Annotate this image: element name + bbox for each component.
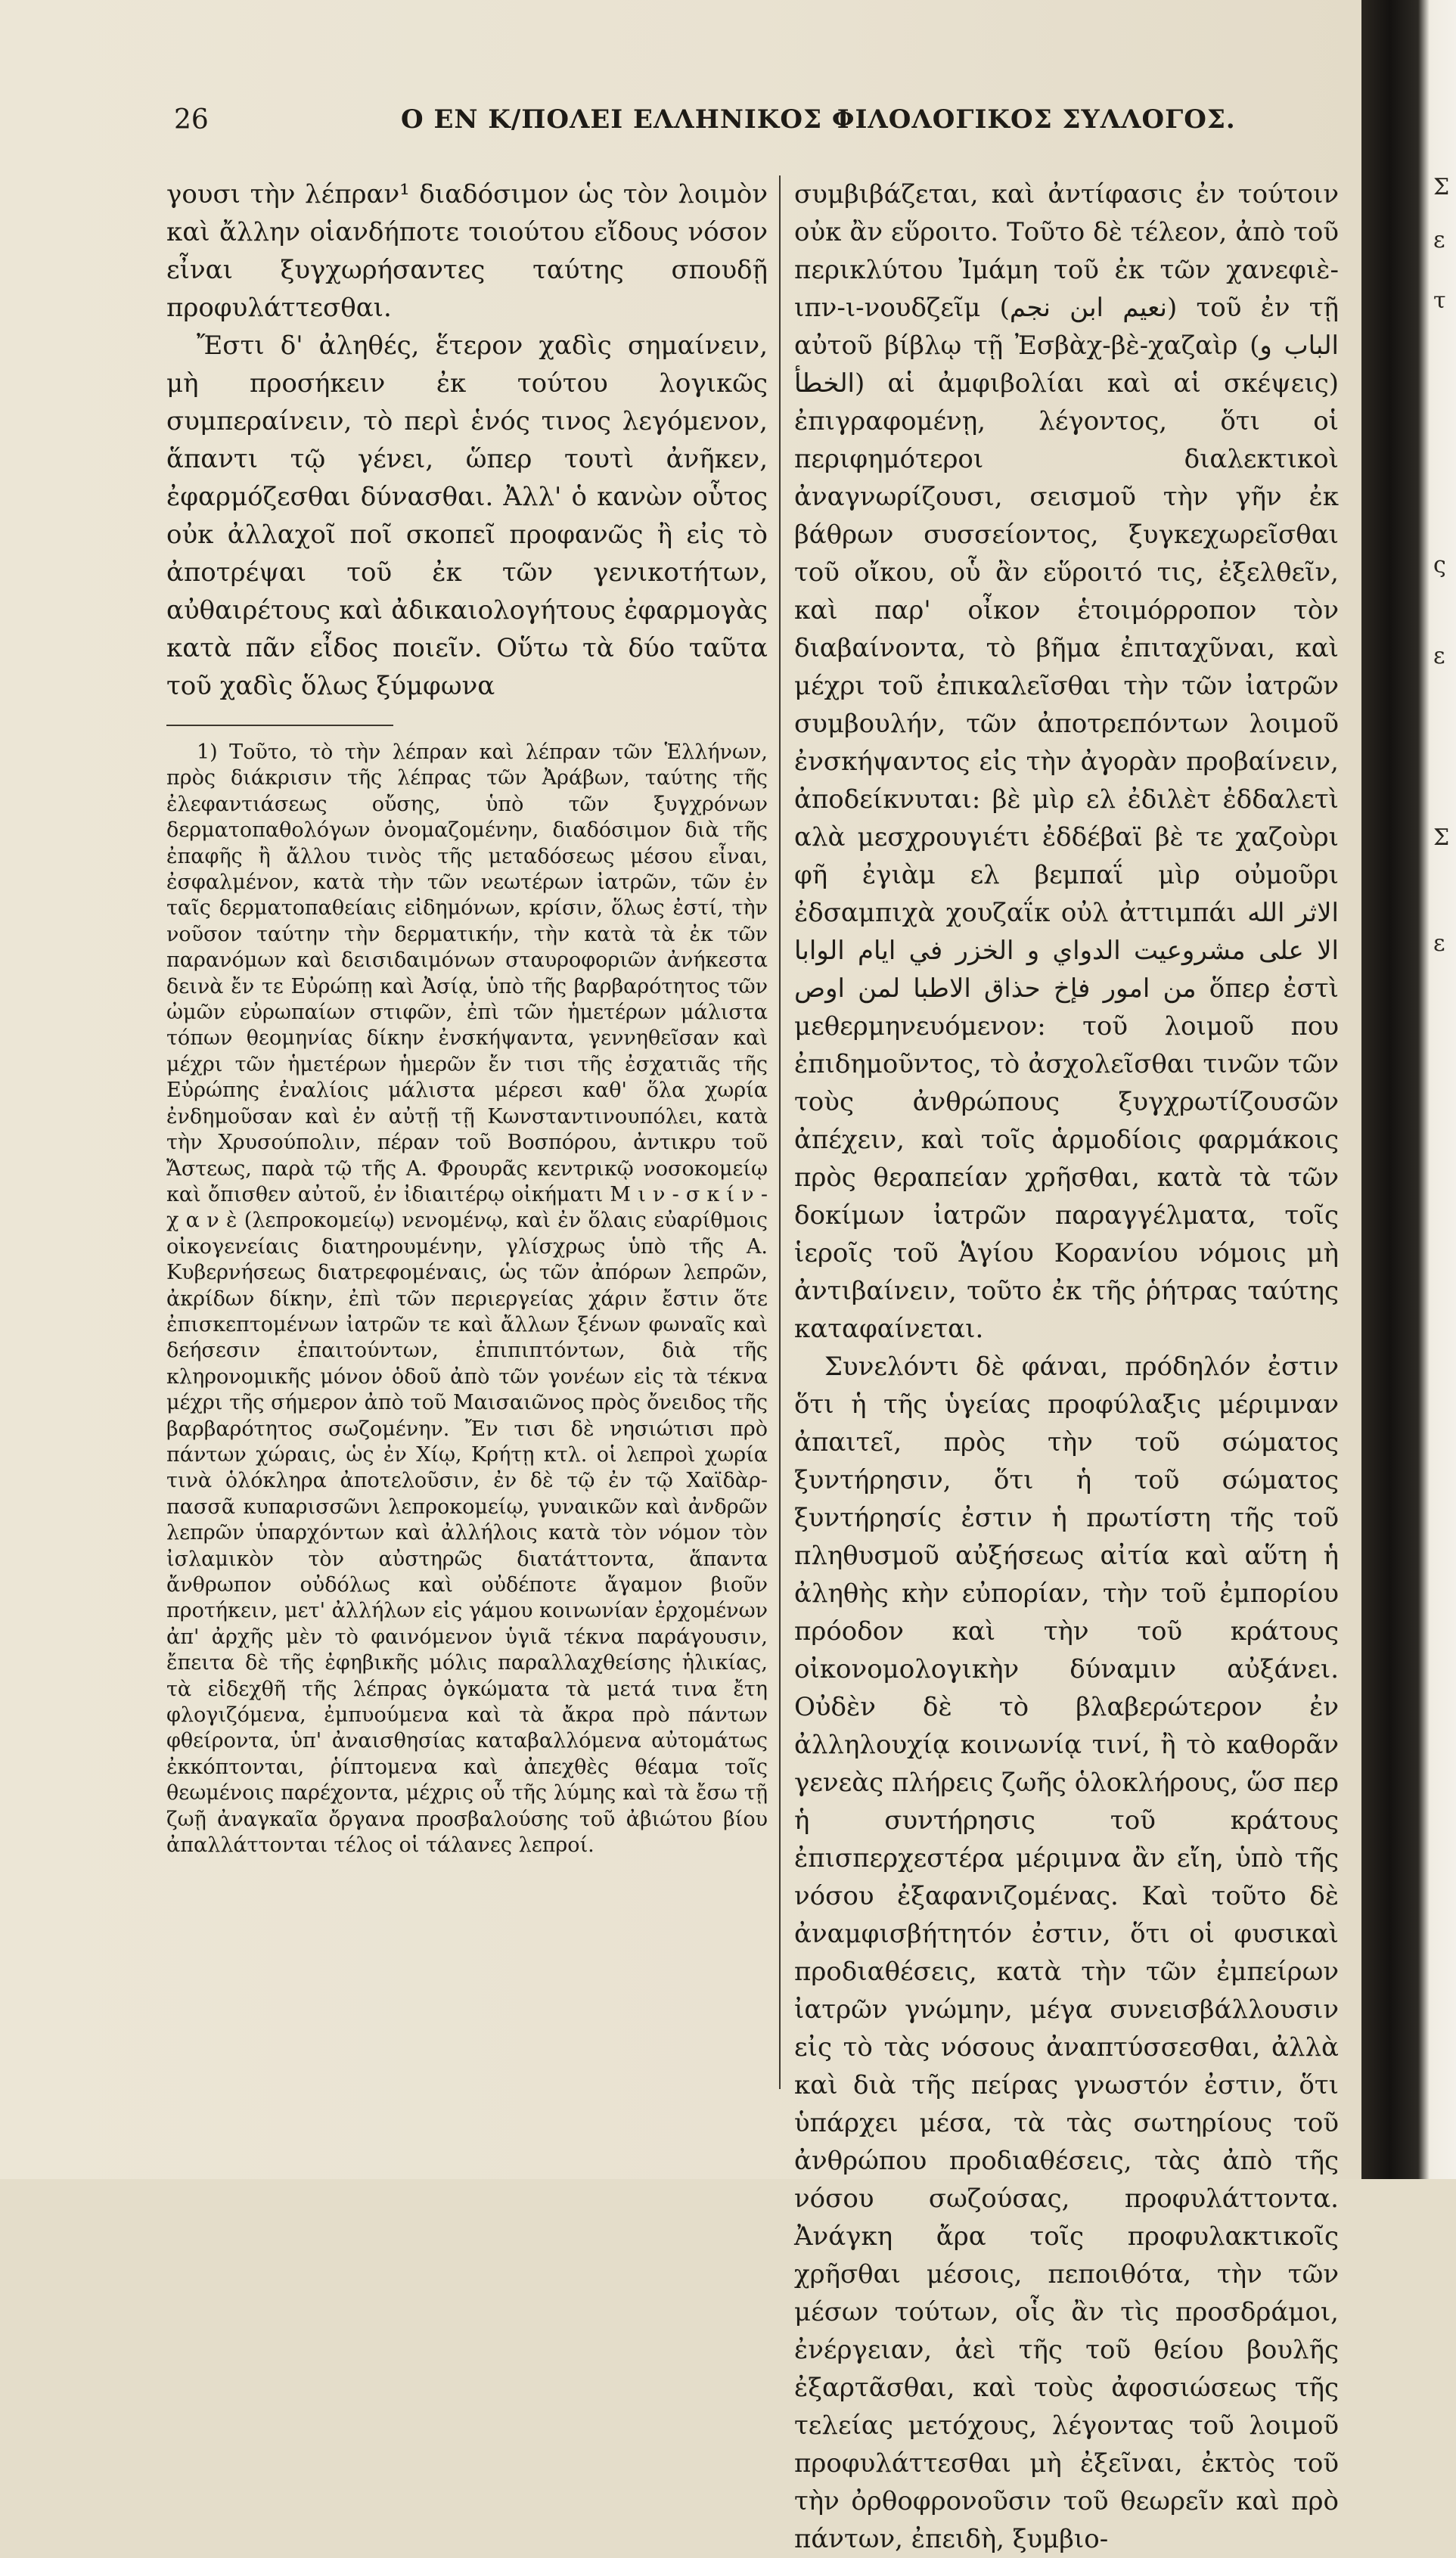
left-paragraph-1: γουσι τὴν λέπραν¹ διαδόσιμον ὡς τὸν λοιμὸν καὶ ἄλλην οἱανδήποτε τοιούτου εἴδους νόσον εἶναι ξυγχωρήσαντες ταύτης σπουδῇ προφυλάττεσθαι. bbox=[166, 179, 768, 323]
footnote-rule bbox=[166, 725, 393, 726]
running-title: Ο ΕΝ Κ/ΠΟΛΕΙ ΕΛΛΗΝΙΚΟΣ ΦΙΛΟΛΟΓΙΚΟΣ ΣΥΛΛΟΓΟΣ. bbox=[401, 104, 1236, 135]
footnote: 1) Τοῦτο, τὸ τὴν λέπραν καὶ λέπραν τῶν Ἑλλήνων, πρὸς διάκρισιν τῆς λέπρας τῶν Ἀράβων, ταύτης τῆς ἐλεφαντιάσεως οὔσης, ὑπὸ τῶν ξυγχρόνων δερματοπαθολόγων ὀνομαζομένην, διαδόσιμον διὰ τῆς ἐπαφῆς ἢ ἄλλου τινὸς τῆς μεταδόσεως μέσου εἶναι, ἐσφαλμένον, κατὰ τὴν τῶν νεωτέρων ἰατρῶν, τῶν ἐν ταῖς δερματοπαθείαις εἰδημόνων, κρίσιν, ὅλως ἐστί, τὴν νοῦσον ταύτην τὴν δερματικήν, τὴν κατὰ τὰ ἐκ τῶν παρανόμων καὶ δεισιδαιμόνων σταυροφοριῶν ἀνήκεστα δεινὰ ἔν τε Εὐρώπῃ καὶ Ἀσίᾳ, ὑπὸ τῆς βαρβαρότητος τῶν ὠμῶν εὐρωπαίων στιφῶν, ἐπὶ τῶν ἡμετέρων μάλιστα τόπων θεομηνίας δίκην ἐνσκήψαντα, γεννηθεῖσαν καὶ μέχρι τῶν ἡμετέρων ἡμερῶν ἔν τισι τῆς ἐσχατιᾶς τῆς Εὐρώπης ἐναλίοις μάλιστα μέρεσι καθ' ὅλα χωρία ἐνδημοῦσαν καὶ ἐν αὐτῇ τῇ Κωνσταντινουπόλει, κατὰ τὴν Χρυσούπολιν, πέραν τοῦ Βοσπόρου, ἀντικρυ τοῦ Ἄστεως, παρὰ τῷ τῆς Α. Φρουρᾶς κεντρικῷ νοσοκομείῳ καὶ ὄπισθεν αὐτοῦ, ἐν ἰδιαιτέρῳ οἰκήματι Μ ι ν - σ κ ί ν - χ α ν ὲ (λεπροκομείῳ) νενομένῳ, καὶ ἐν ὅλαις εὐαρίθμοις οἰκογενείαις διατηρουμένην, γλίσχρως ὑπὸ τῆς Α. Κυβερνήσεως διατρεφομέναις, ὡς τῶν ἀπόρων λεπρῶν, ἀκρίδων δίκην, ἐπὶ τῶν περιεργείας χάριν ἔστιν ὅτε ἐπισκεπτομένων ἰατρῶν τε καὶ ἄλλων ξένων φωναῖς καὶ δεήσεσιν ἐπαιτούντων, ἐπιπιπτόντων, διὰ τῆς κληρονομικῆς μόνον ὁδοῦ ἀπὸ τῶν γονέων εἰς τὰ τέκνα μέχρι τῆς σήμερον ἀπὸ τοῦ Μαισαιῶνος πρὸς ὄνειδος τῆς βαρβαρότητος σωζομένην. Ἔν τισι δὲ νησιώτισι πρὸ πάντων χώραις, ὡς ἐν Χίῳ, Κρήτῃ κτλ. οἱ λεπροὶ χωρία τινὰ ὁλόκληρα ἀποτελοῦσιν, ἐν δὲ τῷ ἐν τῷ Χαϊδὰρ-πασσᾶ κυπαρισσῶνι λεπροκομείῳ, γυναικῶν καὶ ἀνδρῶν λεπρῶν ὑπαρχόντων καὶ ἀλλήλοις κατὰ τὸν νόμον τὸν ἰσλαμικὸν τὸν αὐστηρῶς διατάττοντα, ἅπαντα ἄνθρωπον οὐδόλως καὶ οὐδέποτε ἄγαμον βιοῦν προτήκειν, μετ' ἀλλήλων εἰς γάμου κοινωνίαν ἐρχομένων ἀπ' ἀρχῆς μὲν τὸ φαινόμενον ὑγιᾶ τέκνα παράγουσιν, ἔπειτα δὲ τῆς ἐφηβικῆς μόλις παραλλαχθείσης ἡλικίας, τὰ εἰδεχθῆ τῆς λέπρας ὀγκώματα τὰ μετά τινα ἔτη φλογιζόμενα, ἐμπυούμενα καὶ τὰ ἄκρα πρὸ πάντων φθείροντα, ὑπ' ἀναισθησίας καταβαλλόμενα αὐτομάτως ἐκκόπτονται, ῥίπτομενα καὶ ἀπεχθὲς θέαμα τοῖς θεωμένοις παρέχοντα, μέχρις οὗ τῆς λύμης καὶ τὰ ἔσω τῇ ζωῇ ἀναγκαῖα ὄργανα προσβαλούσης τοῦ ἀβιώτου βίου ἀπαλλάττονται τέλος οἱ τάλανες λεπροί. bbox=[166, 740, 768, 1858]
facing-page-edge bbox=[1433, 174, 1456, 1006]
facing-page-char: τ bbox=[1433, 287, 1446, 314]
page-number: 26 bbox=[174, 104, 209, 135]
right-paragraph-2: Συνελόντι δὲ φάναι, πρόδηλόν ἐστιν ὅτι ἡ τῆς ὑγείας προφύλαξις μέριμναν ἀπαιτεῖ, πρὸς τὴν τοῦ σώματος ξυντήρησιν, ὅτι ἡ τοῦ σώματος ξυντήρησίς ἐστιν ἡ πρωτίστη τῆς τοῦ πληθυσμοῦ αὐξήσεως αἰτία καὶ αὕτη ἡ ἀληθὴς κὴν εὐπορίαν, τὴν τοῦ ἐμπορίου πρόοδον καὶ τὴν τοῦ κράτους οἰκονομολογικὴν δύναμιν αὐξάνει. Οὐδὲν δὲ τὸ βλαβερώτερον ἐν ἀλληλουχίᾳ κοινωνίᾳ τινί, ἢ τὸ καθορᾶν γενεὰς πλήρεις ζωῆς ὁλοκλήρους, ὥσ περ ἡ συντήρησις τοῦ κράτους ἐπισπερχεστέρα μέριμνα ἂν εἴη, ὑπὸ τῆς νόσου ἐξαφανιζομένας. Καὶ τοῦτο δὲ ἀναμφισβήτητόν ἐστιν, ὅτι οἱ φυσικαὶ προδιαθέσεις, κατὰ τὴν τῶν ἐμπείρων ἰατρῶν γνώμην, μέγα συνεισβάλλουσιν εἰς τὸ τὰς νόσους ἀναπτύσσεσθαι, ἀλλὰ καὶ διὰ τῆς πείρας γνωστόν ἐστιν, ὅτι ὑπάρχει μέσα, τὰ τὰς σωτηρίους τοῦ ἀνθρώπου προδιαθέσεις, τὰς ἀπὸ τῆς νόσου σωζούσας, προφυλάττοντα. Ἀνάγκη ἄρα τοῖς προφυλακτικοῖς χρῆσθαι μέσοις, πεποιθότα, τὴν τῶν μέσων τούτων, οἷς ἂν τὶς προσδράμοι, ἐνέργειαν, ἀεὶ τῆς τοῦ θείου βουλῆς ἐξαρτᾶσθαι, καὶ τοὺς ἀφοσιώσεως τῆς τελείας μετόχους, λέγοντας τοῦ λοιμοῦ προφυλάττεσθαι μὴ ἐξεῖναι, ἐκτὸς τοῦ τὴν ὀρθοφρονοῦσιν τοῦ θεωρεῖν καὶ πρὸ πάντων, ἐπειδὴ, ξυμβιο- bbox=[794, 1352, 1339, 2554]
left-column bbox=[166, 175, 768, 1858]
right-column bbox=[794, 175, 1339, 2558]
facing-page-char: Σ bbox=[1433, 174, 1450, 200]
facing-page-char: Σ bbox=[1433, 824, 1450, 851]
facing-page-char: ε bbox=[1433, 227, 1445, 253]
column-divider bbox=[779, 175, 781, 2089]
page-header bbox=[174, 98, 1236, 144]
facing-page-char: ς bbox=[1433, 552, 1446, 579]
facing-page-char: ε bbox=[1433, 643, 1445, 669]
right-paragraph-1: συμβιβάζεται, καὶ ἀντίφασις ἐν τούτοιν οὐκ ἂν εὕροιτο. Τοῦτο δὲ τέλεον, ἀπὸ τοῦ περικλύτου Ἰμάμη τοῦ ἐκ τῶν χανεφιὲ-ιπν-ι-νουδζεῖμ (نعيم ابن نجم) τοῦ ἐν τῇ αὐτοῦ βίβλῳ τῇ Ἐσβὰχ-βὲ-χαζαὶρ (الباب و الخطأ) αἱ ἀμφιβολίαι καὶ αἱ σκέψεις) ἐπιγραφομένῃ, λέγοντος, ὅτι οἱ περιφημότεροι διαλεκτικοὶ ἀναγνωρίζουσι, σεισμοῦ τὴν γῆν ἐκ βάθρων συσσείοντος, ξυγκεχωρεῖσθαι τοῦ οἴκου, οὗ ἂν εὕροιτό τις, ἐξελθεῖν, καὶ παρ' οἶκον ἑτοιμόρροπον τὸν διαβαίνοντα, τὸ βῆμα ἐπιταχῦναι, καὶ μέχρι τοῦ ἐπικαλεῖσθαι τὴν τῶν ἰατρῶν συμβουλήν, τῶν ἀποτρεπόντων λοιμοῦ ἐνσκήψαντος εἰς τὴν ἀγορὰν προβαίνειν, ἀποδείκνυται: βὲ μὶρ ελ ἐδιλὲτ ἐδδαλετὶ αλὰ μεσχρουγιέτι ἐδδέβαϊ βὲ τε χαζοὺρι φῆ ἐγιὰμ ελ βεμπαΐ μὶρ οὐμοῦρι ἐδσαμπιχὰ χουζαΐκ οὐλ ἀττιμπάι الاثر الله الا على مشروعيت الدواي و الخزر في ايام الوابا من امور فإخ حذاق الاطبا لمن اوص ὅπερ ἐστὶ μεθερμηνευόμενον: τοῦ λοιμοῦ που ἐπιδημοῦντος, τὸ ἀσχολεῖσθαι τινῶν τῶν τοὺς ἀνθρώπους ξυγχρωτίζουσῶν ἀπέχειν, καὶ τοῖς ἁρμοδίοις φαρμάκοις πρὸς θεραπείαν χρῆσθαι, κατὰ τὰ τῶν δοκίμων ἰατρῶν παραγγέλματα, τοῖς ἱεροῖς τοῦ Ἁγίου Κορανίου νόμοις μὴ ἀντιβαίνειν, τοῦτο ἐκ τῆς ῥήτρας ταύτης καταφαίνεται. bbox=[794, 179, 1339, 1344]
facing-page-char: ε bbox=[1433, 930, 1445, 957]
left-paragraph-2: Ἔστι δ' ἀληθές, ἕτερον χαδὶς σημαίνειν, μὴ προσήκειν ἐκ τούτου λογικῶς συμπεραίνειν, τὸ περὶ ἑνός τινος λεγόμενον, ἅπαντι τῷ γένει, ὥπερ τουτὶ ἀνῆκεν, ἐφαρμόζεσθαι δύνασθαι. Ἀλλ' ὁ κανὼν οὗτος οὐκ ἀλλαχοῖ ποῖ σκοπεῖ προφανῶς ἢ εἰς τὸ ἀποτρέψαι τοῦ ἐκ τῶν γενικοτήτων, αὐθαιρέτους καὶ ἀδικαιολογήτους ἐφαρμογὰς κατὰ πᾶν εἶδος ποιεῖν. Οὕτω τὰ δύο ταῦτα τοῦ χαδὶς ὅλως ξύμφωνα bbox=[166, 331, 768, 701]
